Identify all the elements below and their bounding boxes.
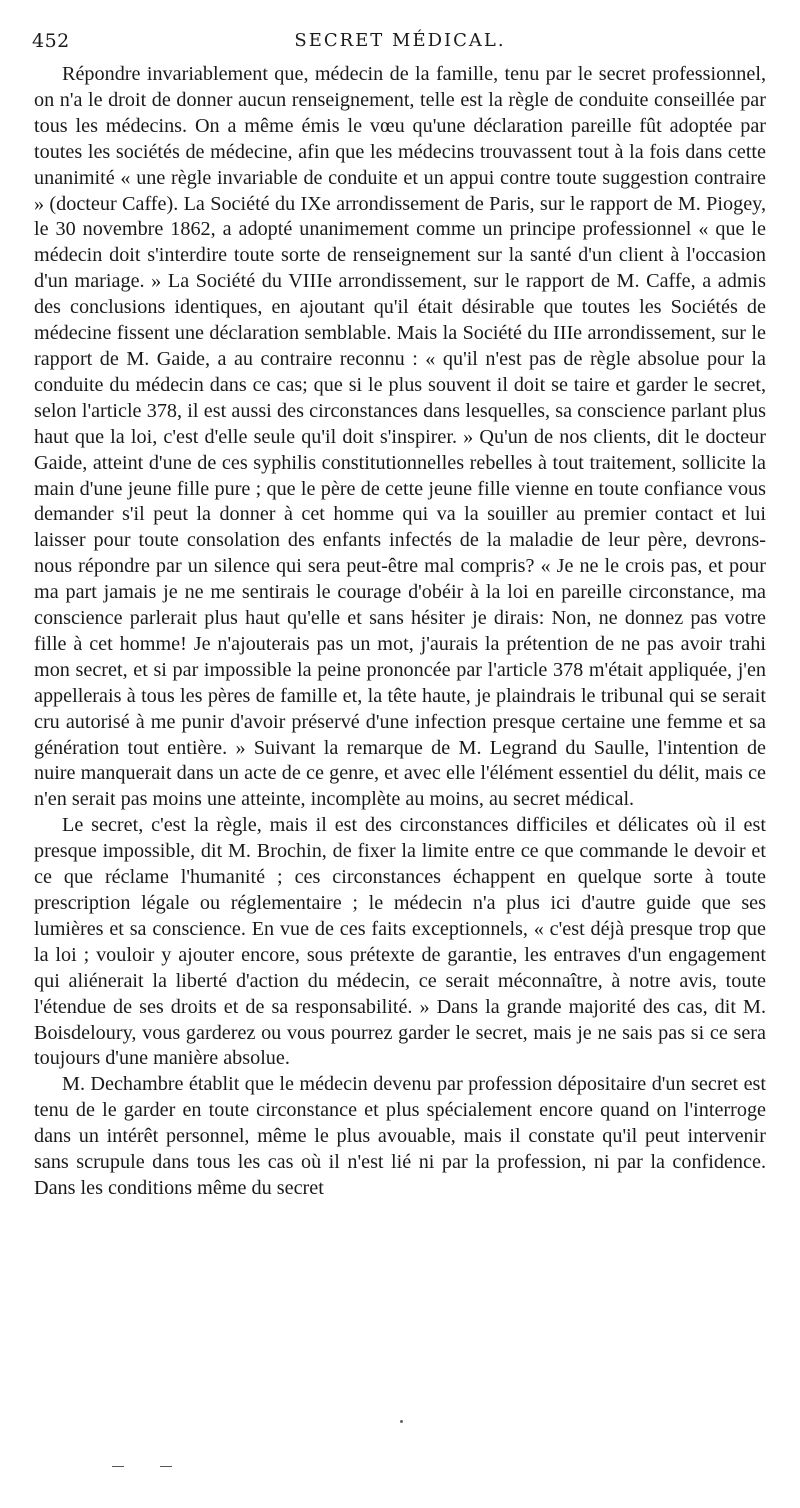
- page-number: 452: [32, 30, 70, 52]
- body-text: [34, 62, 766, 1202]
- stray-dot-mark: [400, 1420, 403, 1423]
- stray-dash: [112, 1466, 124, 1467]
- paragraph-3: M. Dechambre établit que le médecin devenu par profession dépositaire d'un secret est tenu de le garder en toute circonstance et plus spécialement encore quand on l'interroge dans un intérêt personnel, même le plus avouable, mais il constate qu'il peut intervenir sans scrupule dans tous les cas où il n'est lié ni par la profession, ni par la confidence. Dans les conditions même du secret: [34, 1073, 766, 1199]
- paragraph-1: Répondre invariablement que, médecin de la famille, tenu par le secret professionnel, on n'a le droit de donner aucun renseignement, telle est la règle de conduite conseillée par tous les médecins. On a même émis le vœu qu'une déclaration pareille fût adoptée par toutes les sociétés de médecine, afin que les médecins trouvassent tout à la fois dans cette unanimité « une règle invariable de conduite et un appui contre toute suggestion contraire » (docteur Caffe). La Société du IXe arrondissement de Paris, sur le rapport de M. Piogey, le 30 novembre 1862, a adopté unanimement comme un principe professionnel « que le médecin doit s'interdire toute sorte de renseignement sur la santé d'un client à l'occasion d'un mariage. » La Société du VIIIe arrondissement, sur le rapport de M. Caffe, a admis des conclusions identiques, en ajoutant qu'il était désirable que toutes les Sociétés de médecine fissent une déclaration semblable. Mais la Société du IIIe arrondissement, sur le rapport de M. Gaide, a au contraire reconnu : « qu'il n'est pas de règle absolue pour la conduite du médecin dans ce cas; que si le plus souvent il doit se taire et garder le secret, selon l'article 378, il est aussi des circonstances dans lesquelles, sa conscience parlant plus haut que la loi, c'est d'elle seule qu'il doit s'inspirer. » Qu'un de nos clients, dit le docteur Gaide, atteint d'une de ces syphilis constitutionnelles rebelles à tout traitement, sollicite la main d'une jeune fille pure ; que le père de cette jeune fille vienne en toute confiance vous demander s'il peut la donner à cet homme qui va la souiller au premier contact et lui laisser pour toute consolation des enfants infectés de la maladie de leur père, devrons-nous répondre par un silence qui sera peut-être mal compris? « Je ne le crois pas, et pour ma part jamais je ne me sentirais le courage d'obéir à la loi en pareille circonstance, ma conscience parlerait plus haut qu'elle et sans hésiter je dirais: Non, ne donnez pas votre fille à cet homme! Je n'ajouterais pas un mot, j'aurais la prétention de ne pas avoir trahi mon secret, et si par impossible la peine prononcée par l'article 378 m'était appliquée, j'en appellerais à tous les pères de famille et, la tête haute, je plaindrais le tribunal qui se serait cru autorisé à me punir d'avoir préservé d'une infection presque certaine une femme et sa génération tout entière. » Suivant la remarque de M. Legrand du Saulle, l'intention de nuire manquerait dans un acte de ce genre, et avec elle l'élément essentiel du délit, mais ce n'en serait pas moins une atteinte, incomplète au moins, au secret médical.: [34, 63, 766, 811]
- running-title: SECRET MÉDICAL.: [294, 30, 506, 51]
- stray-dash: [160, 1466, 172, 1467]
- stray-dash-marks: [112, 1466, 192, 1472]
- paragraph-2: Le secret, c'est la règle, mais il est des circonstances difficiles et délicates où il est presque impossible, dit M. Brochin, de fixer la limite entre ce que commande le devoir et ce que réclame l'humanité ; ces circonstances échappent en quelque sorte à toute prescription légale ou réglementaire ; le médecin n'a plus ici d'autre guide que ses lumières et sa conscience. En vue de ces faits exceptionnels, « c'est déjà presque trop que la loi ; vouloir y ajouter encore, sous prétexte de garantie, les entraves d'un engagement qui aliénerait la liberté d'action du médecin, ce serait méconnaître, à notre avis, toute l'étendue de ses droits et de sa responsabilité. » Dans la grande majorité des cas, dit M. Boisdeloury, vous garderez ou vous pourrez garder le secret, mais je ne sais pas si ce sera toujours d'une manière absolue.: [34, 814, 766, 1070]
- running-header: [32, 30, 768, 56]
